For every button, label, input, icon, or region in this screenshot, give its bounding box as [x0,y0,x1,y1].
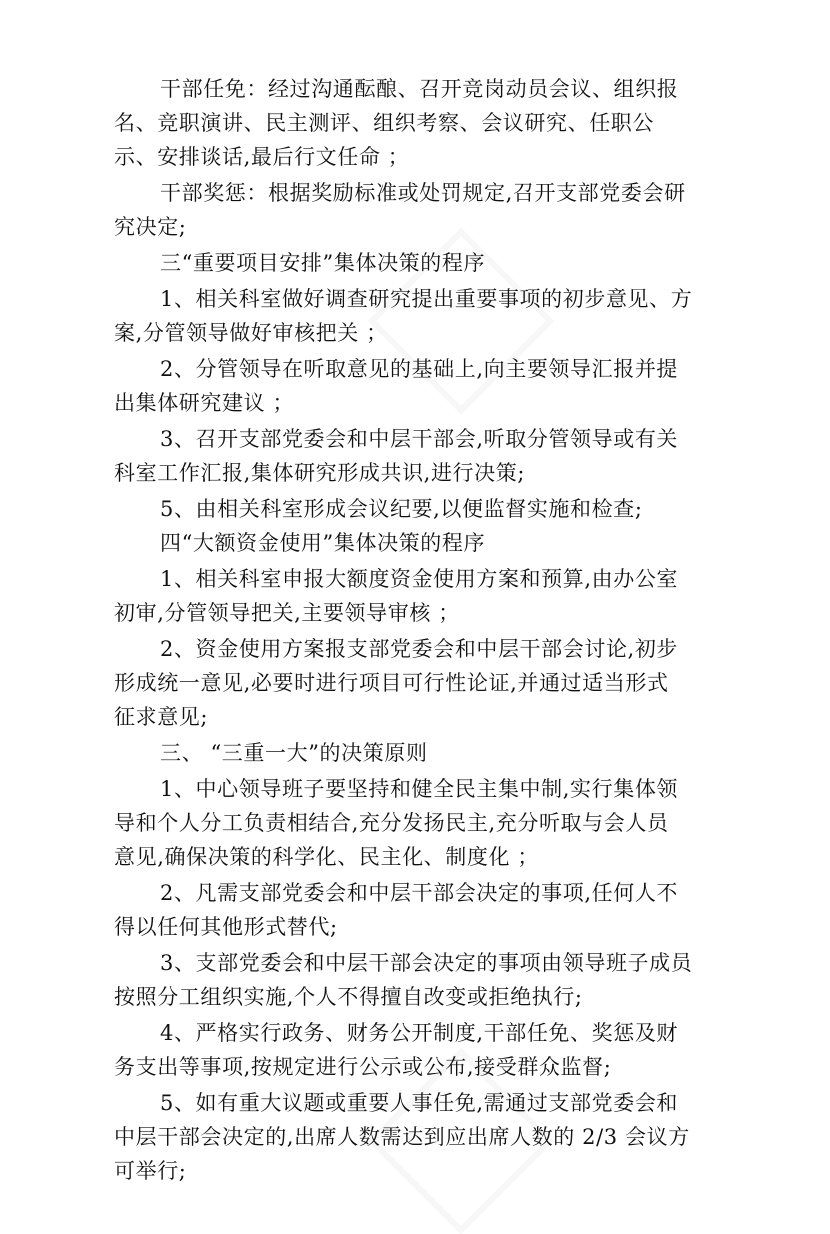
text-line: 形成统一意见,必要时进行项目可行性论证,并通过适当形式 [114,671,669,695]
text-line: 科室工作汇报,集体研究形成共识,进行决策; [114,461,526,485]
text-line: 2、资金使用方案报支部党委会和中层干部会讨论,初步 [160,637,679,661]
text-line: 1、相关科室做好调查研究提出重要事项的初步意见、方 [160,287,693,311]
text-line: 得以任何其他形式替代; [114,915,338,939]
text-line: 案,分管领导做好审核把关 ； [114,321,388,345]
text-line: 干部任免：经过沟通酝酿、召开竞岗动员会议、组织报 [160,77,679,101]
text-line: 究决定; [114,215,187,239]
section-heading: 四“大额资金使用”集体决策的程序 [160,531,486,555]
text-line: 3、召开支部党委会和中层干部会,听取分管领导或有关 [160,427,679,451]
text-line: 2、分管领导在听取意见的基础上,向主要领导汇报并提 [160,357,679,381]
text-line: 名、竞职演讲、民主测评、组织考察、会议研究、任职公 [114,111,654,135]
section-heading: 三、 “三重一大”的决策原则 [160,741,428,765]
text-line: 务支出等事项,按规定进行公示或公布,接受群众监督; [114,1055,612,1079]
text-line: 中层干部会决定的,出席人数需达到应出席人数的 2/3 会议方 [114,1125,690,1149]
section-heading: 三“重要项目安排”集体决策的程序 [160,251,486,275]
text-line: 可举行; [114,1159,187,1183]
text-line: 干部奖惩：根据奖励标准或处罚规定,召开支部党委会研 [160,181,686,205]
text-line: 按照分工组织实施,个人不得擅自改变或拒绝执行; [114,985,583,1009]
text-line: 征求意见; [114,705,209,729]
text-line: 初审,分管领导把关,主要领导审核 ； [114,601,460,625]
text-line: 1、中心领导班子要坚持和健全民主集中制,实行集体领 [160,777,679,801]
text-line: 5、由相关科室形成会议纪要,以便监督实施和检查; [160,497,643,521]
text-line: 意见,确保决策的科学化、民主化、制度化 ； [114,845,539,869]
text-line: 5、如有重大议题或重要人事任免,需通过支部党委会和 [160,1091,679,1115]
text-line: 导和个人分工负责相结合,充分发扬民主,充分听取与会人员 [114,811,669,835]
text-line: 1、相关科室申报大额度资金使用方案和预算,由办公室 [160,567,679,591]
text-line: 出集体研究建议 ； [114,391,295,415]
text-line: 示、安排谈话,最后行文任命 ； [114,145,410,169]
text-line: 4、严格实行政务、财务公开制度,干部任免、奖惩及财 [160,1021,679,1045]
text-line: 2、凡需支部党委会和中层干部会决定的事项,任何人不 [160,881,679,905]
text-line: 3、支部党委会和中层干部会决定的事项由领导班子成员 [160,951,693,975]
